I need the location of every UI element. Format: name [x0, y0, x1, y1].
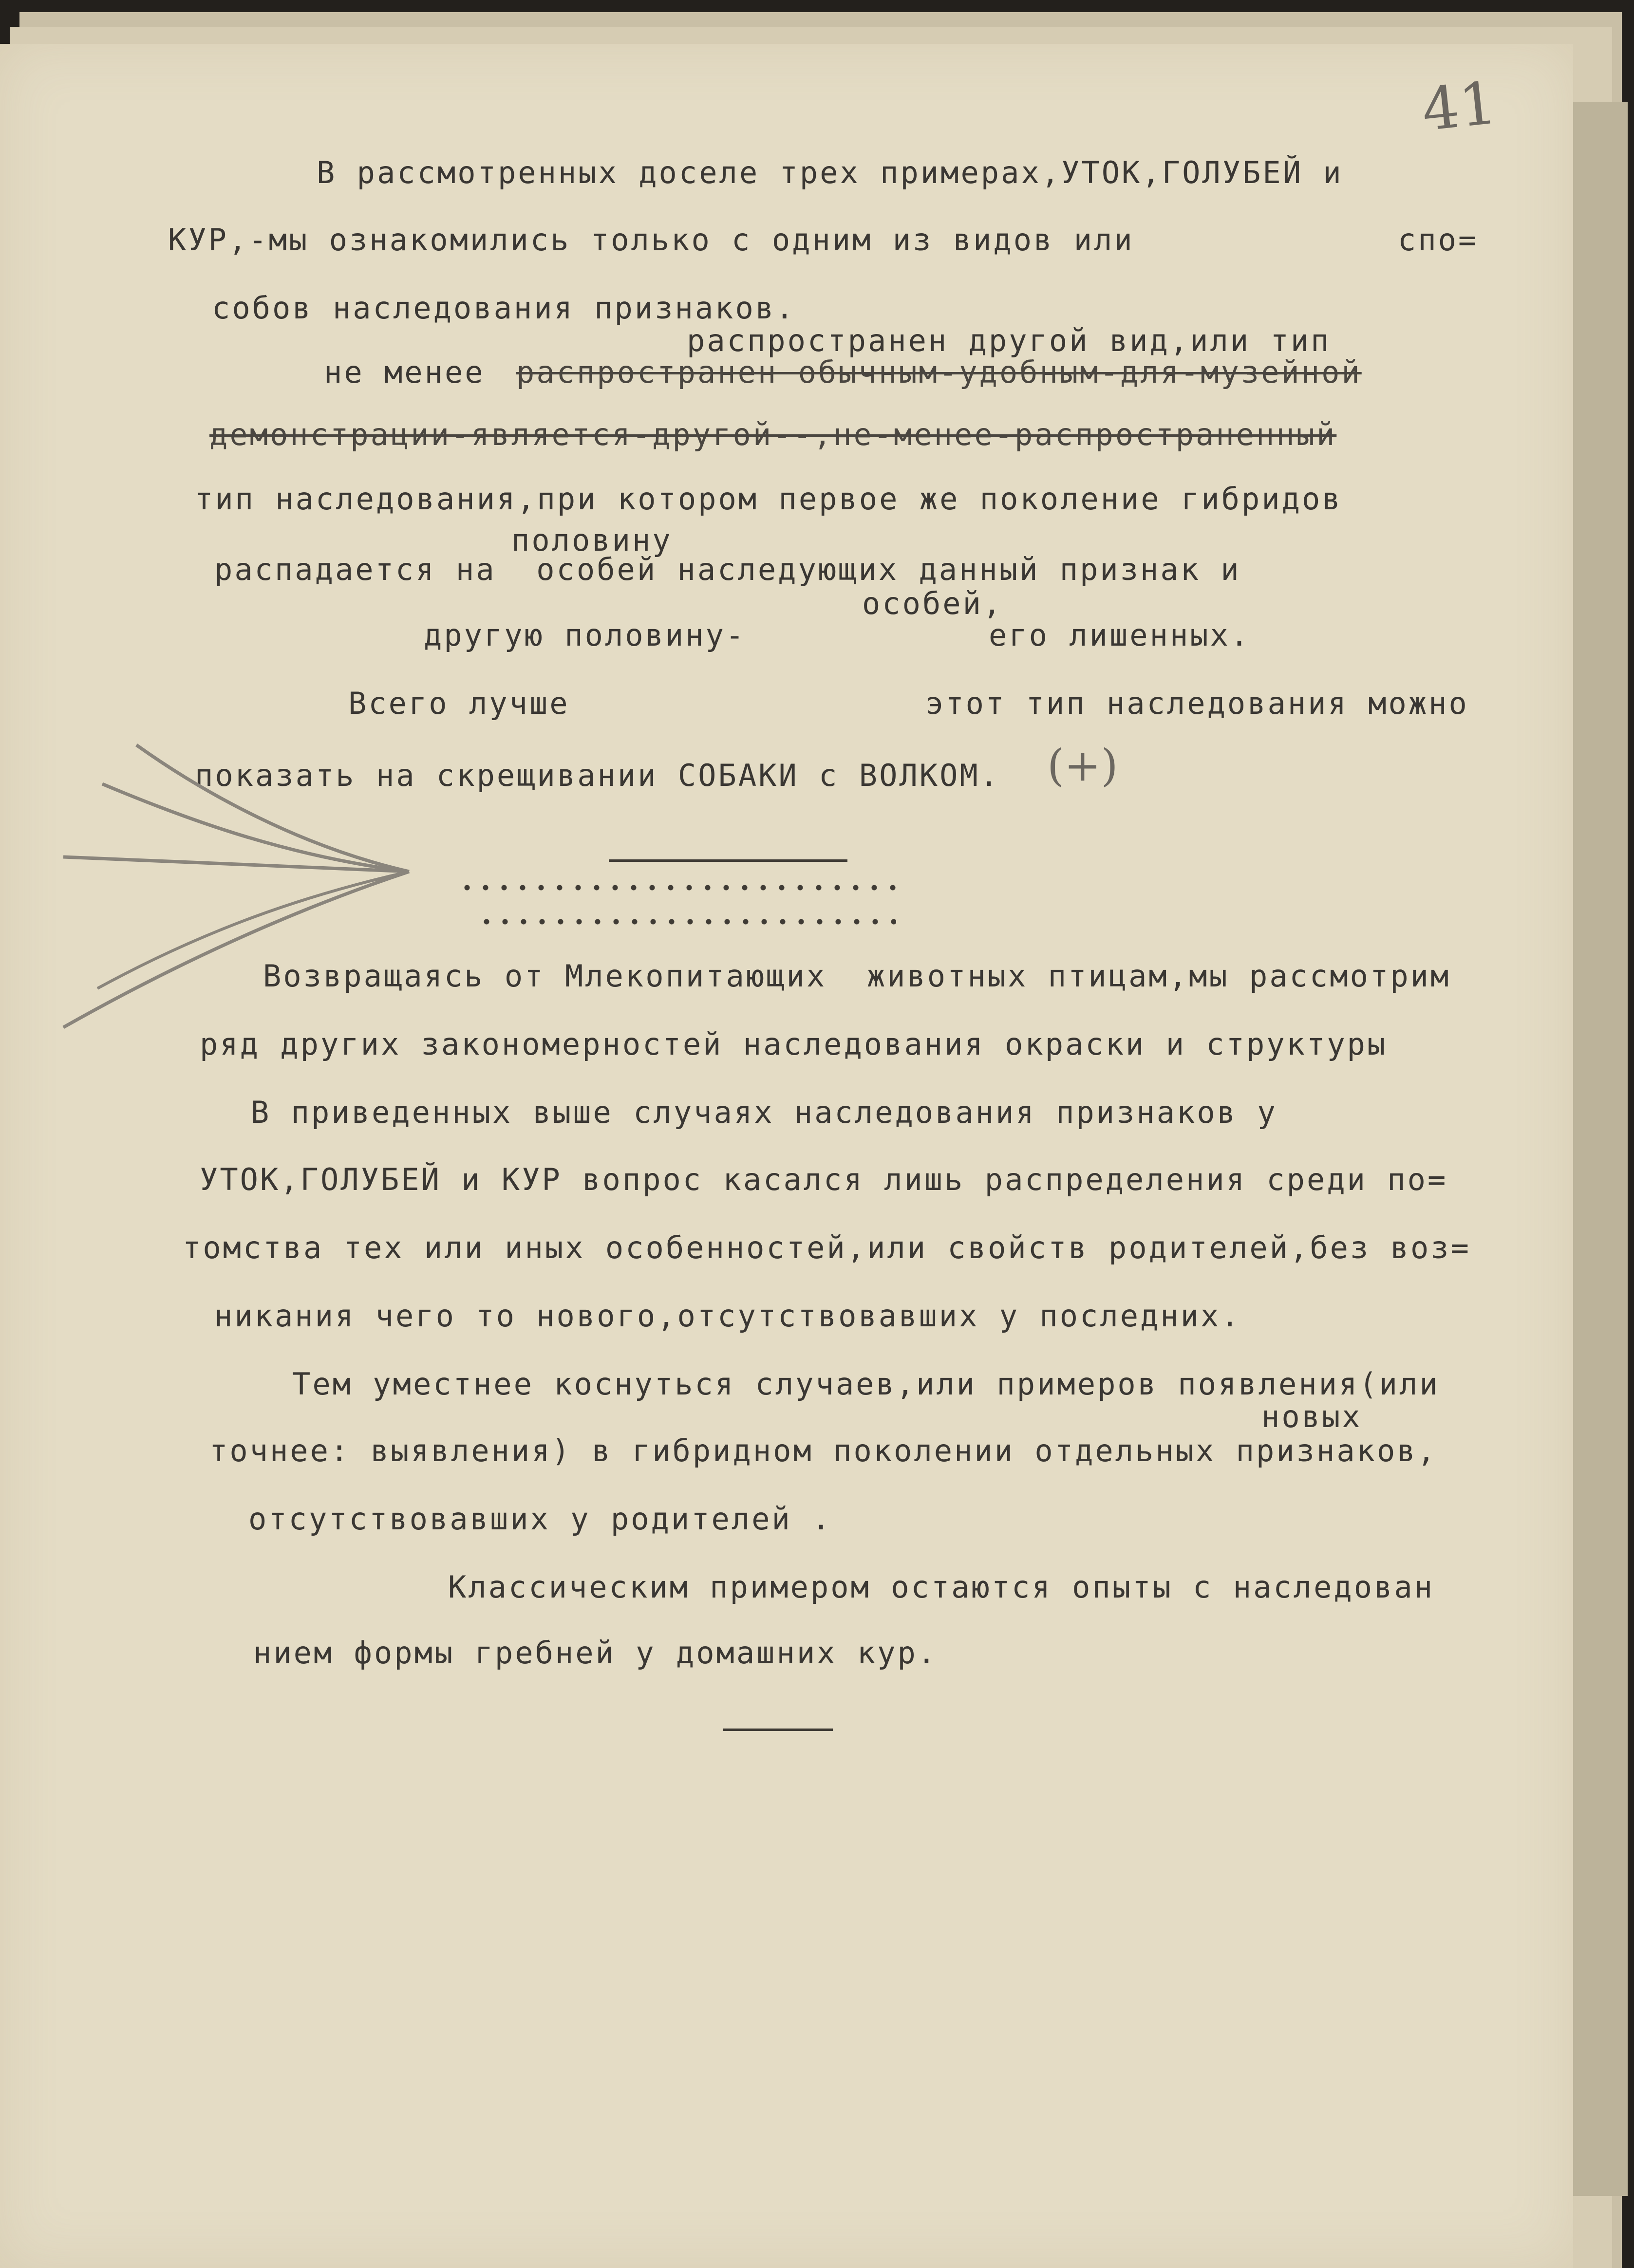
struck-text: распространен обычным-удобным-для-музейной [516, 354, 1362, 390]
text-line: показать на скрещивании СОБАКИ с ВОЛКОМ. [195, 758, 1000, 793]
text-line: точнее: выявления) в гибридном поколении отдельных признаков, [209, 1433, 1437, 1469]
insertion-line: распространен другой вид,или тип [687, 323, 1331, 358]
separator-dots [458, 884, 906, 892]
text-line: томства тех или иных особенностей,или свойств родителей,без воз= [183, 1230, 1471, 1265]
text-line: нием формы гребней у домашних кур. [253, 1635, 938, 1671]
text-line: Классическим примером остаются опыты с наследован [448, 1569, 1435, 1605]
text-line: КУР,-мы ознакомились только с одним из видов или [168, 222, 1134, 258]
end-line [723, 1729, 833, 1731]
text-line: никания чего то нового,отсутствовавших у последних. [214, 1298, 1241, 1334]
text-line: распадается на особей наследующих данный признак и [214, 552, 1241, 587]
text-line: В приведенных выше случаях наследования признаков у [251, 1095, 1277, 1130]
text-line: этот тип наследования можно [925, 686, 1469, 721]
page-number: 41 [1419, 69, 1500, 145]
text-line: собов наследования признаков. [212, 290, 796, 326]
separator-line [609, 859, 847, 862]
text-line: не менее [324, 354, 485, 390]
text-line: спо= [1398, 222, 1479, 258]
note-mark: (+) [1047, 740, 1118, 791]
text-line: отсутствовавших у родителей . [248, 1501, 832, 1537]
text-line: тип наследования,при котором первое же поколение гибридов [195, 481, 1342, 517]
insertion-line: новых [1261, 1399, 1362, 1434]
text-line: другую половину- [424, 617, 746, 653]
text-line: УТОК,ГОЛУБЕЙ и КУР вопрос касался лишь распределения среди по= [200, 1162, 1448, 1197]
insertion-line: особей, [862, 586, 1003, 621]
text-line: Тем уместнее коснуться случаев,или примеров появления(или [292, 1366, 1440, 1402]
text-line: В рассмотренных доселе трех примерах,УТОК,ГОЛУБЕЙ и [317, 155, 1343, 190]
separator-dots [477, 918, 896, 926]
text-line: ряд других закономерностей наследования окраски и структуры [200, 1026, 1388, 1062]
pencil-arrow-mark [49, 735, 429, 1047]
struck-text: демонстрации-является-другой--,не-менее-распространенный [209, 417, 1337, 452]
text-line: Всего лучше [348, 686, 570, 721]
text-line: Возвращаясь от Млекопитающих животных птицам,мы рассмотрим [263, 958, 1451, 994]
text-line: его лишенных. [989, 617, 1251, 653]
document-page [0, 44, 1573, 2268]
insertion-line: половину [511, 522, 673, 558]
